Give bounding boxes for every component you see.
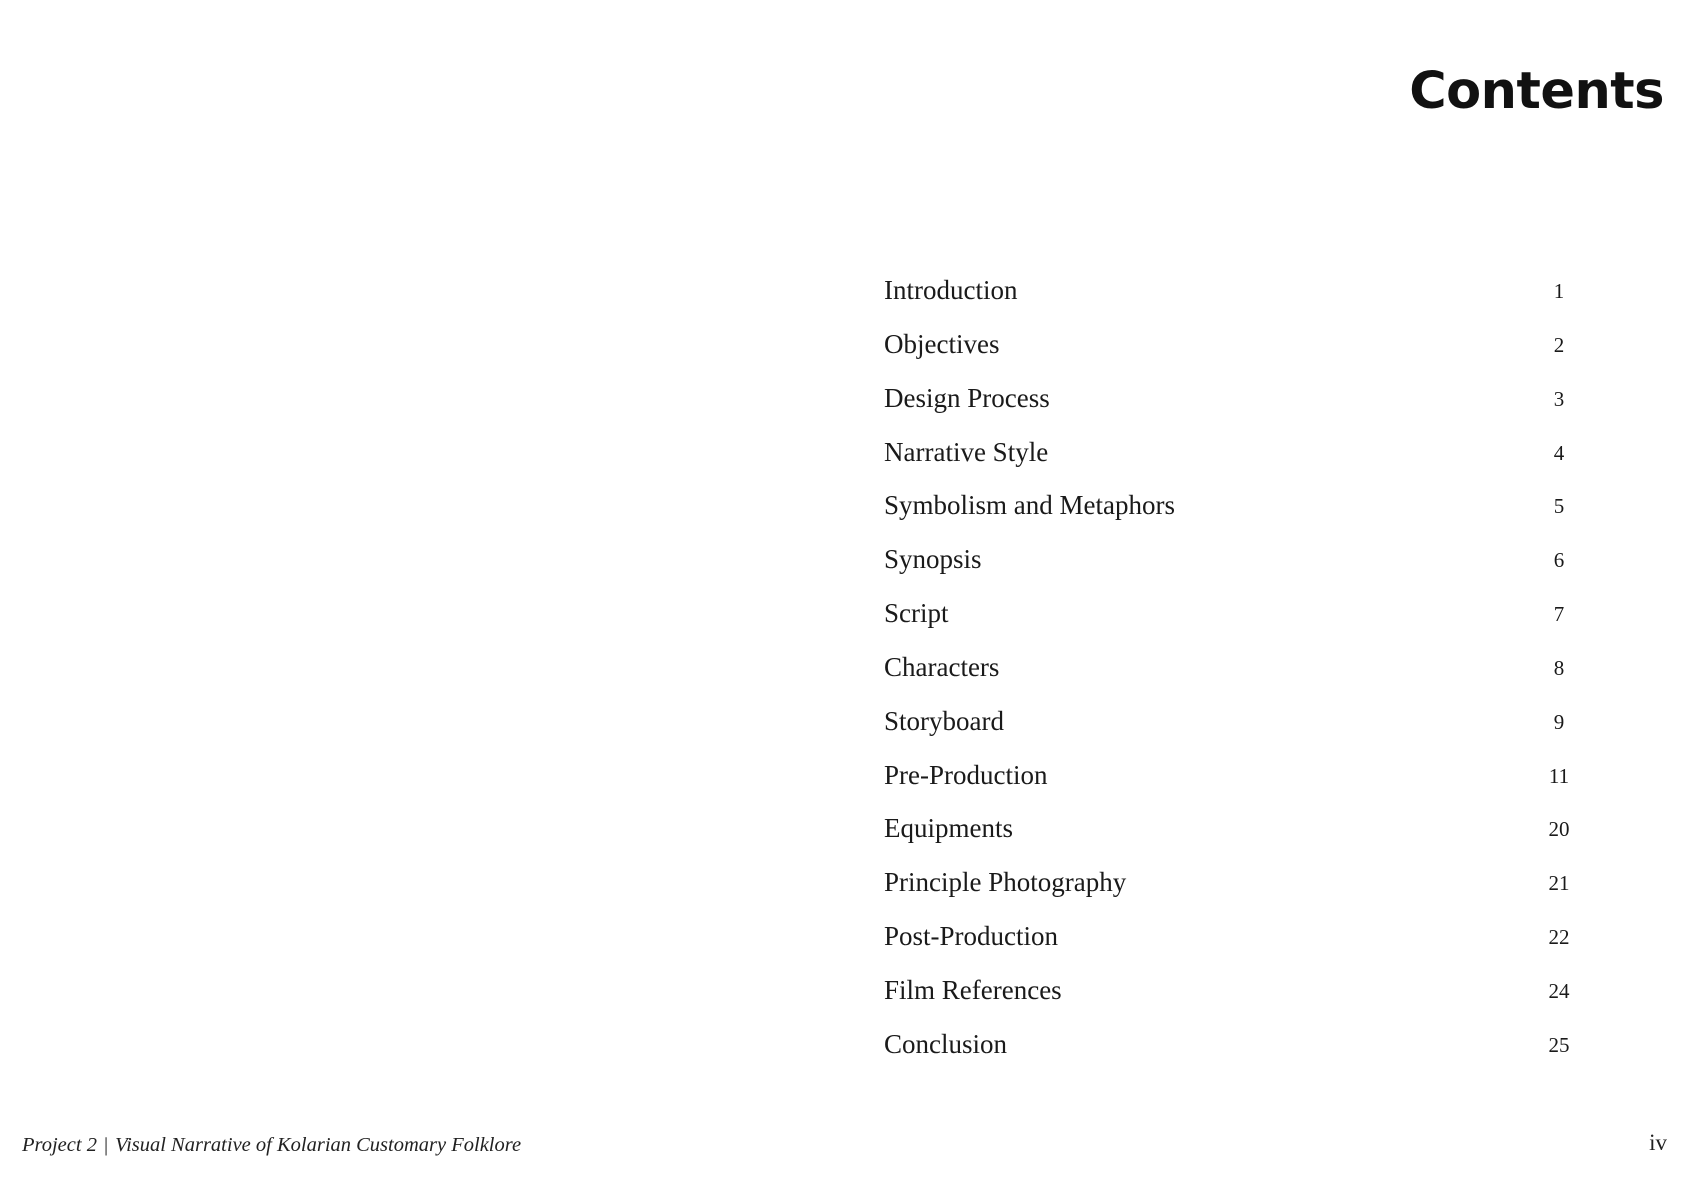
toc-entry-label: Synopsis	[884, 544, 982, 575]
toc-entry-synopsis[interactable]	[884, 545, 1584, 599]
toc-entry-page-number: 5	[1553, 494, 1565, 519]
toc-entry-narrative-style[interactable]	[884, 438, 1584, 492]
toc-entry-page-number: 9	[1553, 709, 1565, 734]
toc-entry-label: Pre-Production	[884, 759, 1048, 790]
toc-entry-page-number: 1	[1553, 279, 1565, 303]
toc-entry-page-number: 21	[1548, 871, 1570, 896]
toc-entry-page-number: 20	[1548, 817, 1570, 842]
toc-entry-introduction[interactable]	[884, 276, 1584, 330]
toc-entry-page-number: 25	[1548, 1032, 1570, 1057]
toc-entry-design-process[interactable]	[884, 384, 1584, 438]
toc-entry-label: Conclusion	[884, 1028, 1008, 1059]
toc-entry-label: Symbolism and Metaphors	[884, 490, 1175, 521]
toc-entry-label: Characters	[884, 651, 1000, 682]
toc-entry-page-number: 8	[1553, 655, 1565, 680]
toc-entry-equipments[interactable]	[884, 814, 1584, 868]
page-number: iv	[1649, 1130, 1667, 1155]
toc-entry-label: Post-Production	[884, 921, 1059, 952]
toc-entry-label: Equipments	[884, 813, 1013, 844]
toc-entry-label: Principle Photography	[884, 867, 1127, 898]
toc-entry-objectives[interactable]	[884, 330, 1584, 384]
footer-separator: |	[103, 1134, 109, 1156]
toc-entry-label: Storyboard	[884, 705, 1004, 736]
toc-entry-label: Objectives	[884, 328, 1000, 359]
toc-entry-page-number: 3	[1553, 386, 1565, 411]
toc-entry-page-number: 11	[1548, 763, 1570, 788]
running-footer	[22, 1134, 521, 1157]
toc-entry-principle-photography[interactable]	[884, 868, 1584, 922]
toc-entry-page-number: 2	[1553, 332, 1565, 357]
toc-entry-post-production[interactable]	[884, 922, 1584, 976]
toc-entry-label: Script	[884, 598, 949, 629]
toc-entry-label: Design Process	[884, 382, 1050, 413]
toc-entry-pre-production[interactable]	[884, 761, 1584, 815]
toc-entry-label: Narrative Style	[884, 436, 1049, 467]
page-title: Contents	[1409, 62, 1664, 121]
toc-entry-page-number: 6	[1553, 548, 1565, 573]
toc-entry-label: Film References	[884, 974, 1062, 1005]
table-of-contents	[884, 276, 1584, 1084]
toc-entry-film-references[interactable]	[884, 976, 1584, 1030]
toc-entry-page-number: 24	[1548, 978, 1570, 1003]
toc-entry-page-number: 4	[1553, 440, 1565, 465]
toc-entry-storyboard[interactable]	[884, 707, 1584, 761]
toc-entry-script[interactable]	[884, 599, 1584, 653]
toc-entry-page-number: 7	[1553, 602, 1565, 627]
toc-entry-page-number: 22	[1548, 925, 1570, 950]
footer-project-label: Project 2	[22, 1134, 97, 1156]
toc-entry-label: Introduction	[884, 275, 1018, 305]
toc-entry-symbolism-and-metaphors[interactable]	[884, 491, 1584, 545]
toc-entry-characters[interactable]	[884, 653, 1584, 707]
footer-document-subtitle: Visual Narrative of Kolarian Customary Folklore	[115, 1134, 522, 1156]
toc-entry-conclusion[interactable]	[884, 1030, 1584, 1084]
